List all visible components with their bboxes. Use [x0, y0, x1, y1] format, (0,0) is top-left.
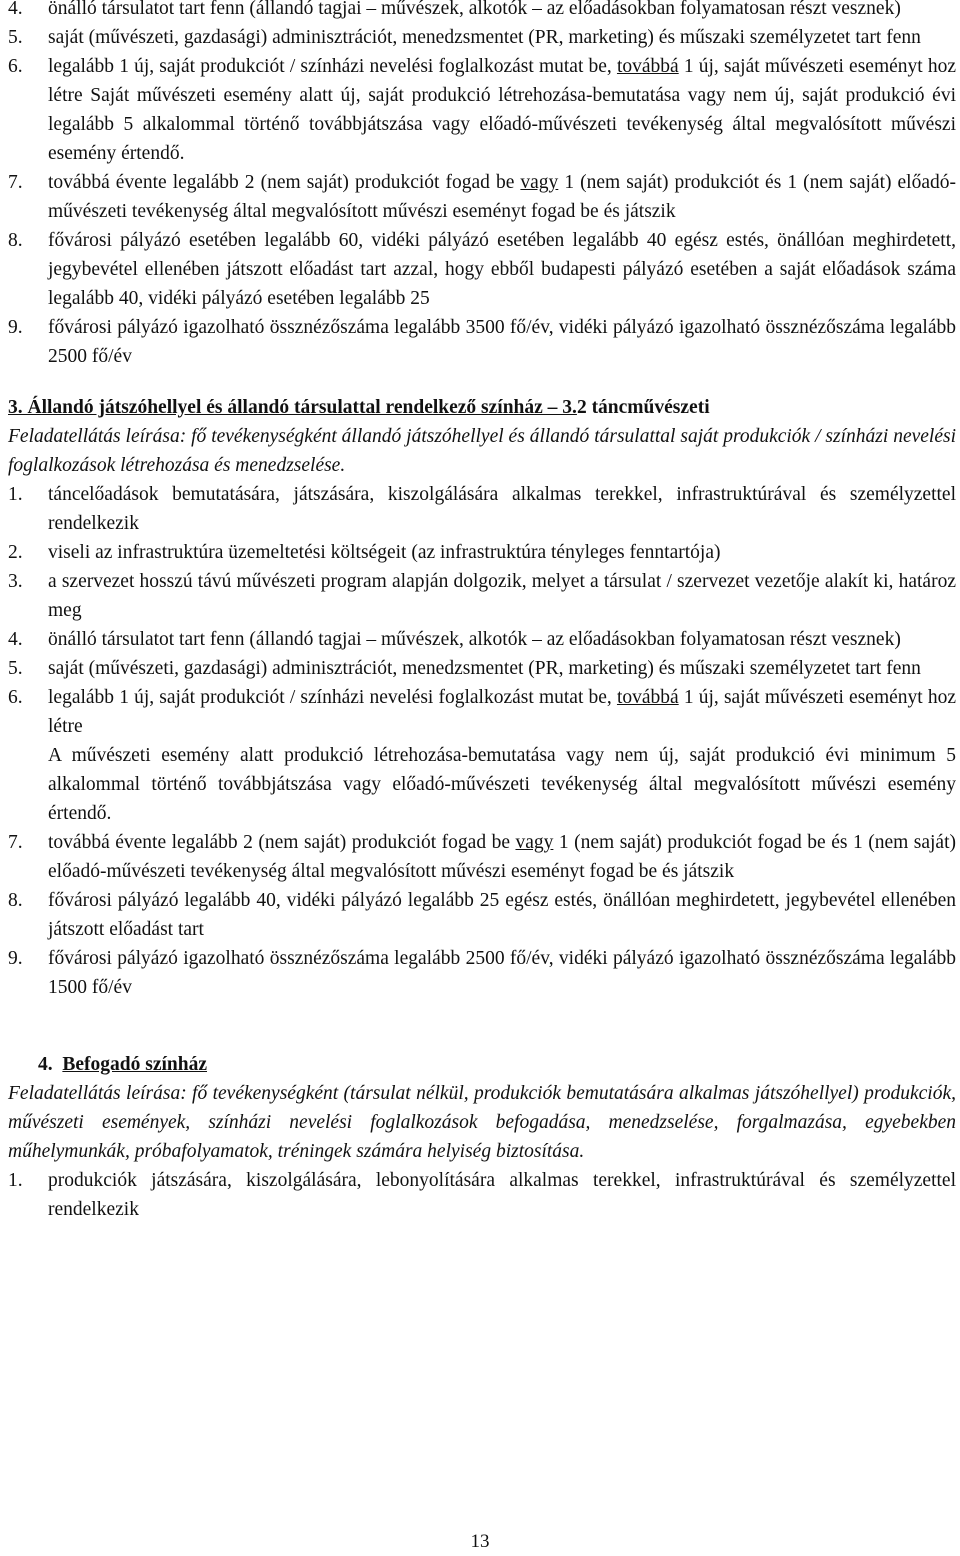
item-text-part: továbbá évente legalább 2 (nem saját) produkciót fogad be [48, 172, 521, 193]
item-text: saját (művészeti, gazdasági) adminisztrációt, menedzsmentet (PR, marketing) és műszaki személyzetet tart fenn [48, 27, 921, 48]
item-text-part: 1 új, saját művészeti eseményt hoz létre [48, 687, 956, 737]
item-number: 5. [8, 27, 23, 48]
underlined-word: továbbá [616, 687, 679, 708]
item-text: produkciók játszására, kiszolgálására, lebonyolítására alkalmas terekkel, infrastruktúrával és személyzettel rendelkezik [48, 1170, 956, 1220]
section-4 [8, 1050, 956, 1224]
section-3-heading-underlined: 3. Állandó játszóhellyel és állandó társulattal rendelkező színház – 3. [8, 397, 577, 418]
item-number: 7. [8, 172, 23, 193]
item-number: 6. [8, 687, 23, 708]
item-text-part: továbbá évente legalább 2 (nem saját) produkciót fogad be [48, 832, 516, 853]
item-text [48, 168, 956, 226]
list-item [8, 480, 956, 538]
list-item [8, 226, 956, 313]
list-item [8, 654, 956, 683]
item-text-part: legalább 1 új, saját produkciót / színházi nevelési foglalkozást mutat be, [48, 687, 617, 708]
item-text-part: 1 (nem saját) produkciót és 1 (nem saját) előadó-művészeti tevékenység által megvalósított művészi eseményt fogad be és játszik [48, 172, 956, 222]
item-text [48, 828, 956, 886]
list-item [8, 23, 956, 52]
item-number: 5. [8, 658, 23, 679]
item-number: 2. [8, 542, 23, 563]
item-number: 9. [8, 317, 23, 338]
item-number: 8. [8, 230, 23, 251]
item-text: táncelőadások bemutatására, játszására, kiszolgálására alkalmas terekkel, infrastruktúrával és személyzettel rendelkezik [48, 484, 956, 534]
list-item [8, 0, 956, 23]
list-item [8, 683, 956, 741]
item-text [48, 683, 956, 741]
underlined-word: vagy [515, 832, 554, 853]
list-item [8, 828, 956, 886]
list-item [8, 1166, 956, 1224]
underlined-word: továbbá [616, 56, 679, 77]
list-item [8, 168, 956, 226]
item-text [48, 52, 956, 168]
section-3-heading [8, 393, 956, 422]
item-text-part: legalább 1 új, saját produkciót / színházi nevelési foglalkozást mutat be, [48, 56, 617, 77]
section-4-description: Feladatellátás leírása: fő tevékenységként (társulat nélkül, produkciók bemutatására alkalmas játszóhellyel) produkciók, művészeti események, színházi nevelési foglalkozások befogadása, menedzselése, forgalmazása, egyebekben műhelymunkák, próbafolyamatok, tréningek számára helyiség biztosítása. [8, 1083, 956, 1162]
item-text-part: 1 (nem saját) produkciót fogad be és 1 (nem saját) előadó-művészeti tevékenység által megvalósított művészi eseményt fogad be és játszik [48, 832, 956, 882]
item-number: 6. [8, 56, 23, 77]
section-3-heading-rest: 2 táncművészeti [576, 397, 710, 418]
item-text: fővárosi pályázó esetében legalább 60, vidéki pályázó esetében legalább 40 egész estés, önállóan meghirdetett, jegybevétel ellenében játszott előadást tart azzal, hogy ebből budapesti pályázó esetében a saját előadások száma legalább 40, vidéki pályázó esetében legalább 25 [48, 230, 956, 309]
item-text: fővárosi pályázó legalább 40, vidéki pályázó legalább 25 egész estés, önállóan meghirdetett, jegybevétel ellenében játszott előadást tart [48, 890, 956, 940]
top-list [8, 0, 956, 371]
item-text: fővárosi pályázó igazolható össznézőszáma legalább 3500 fő/év, vidéki pályázó igazolható össznézőszáma legalább 2500 fő/év [48, 317, 956, 367]
list-item [8, 567, 956, 625]
list-item [8, 52, 956, 168]
item-number: 7. [8, 832, 23, 853]
item-number: 9. [8, 948, 23, 969]
item-text: önálló társulatot tart fenn (állandó tagjai – művészek, alkotók – az előadásokban folyamatosan részt vesznek) [48, 0, 901, 19]
section-3-description: Feladatellátás leírása: fő tevékenységként állandó játszóhellyel és állandó társulattal saját produkciók / színházi nevelési foglalkozások létrehozása és menedzselése. [8, 426, 956, 476]
section-4-title: Befogadó színház [62, 1054, 208, 1075]
list-item [8, 625, 956, 654]
item-number: 1. [8, 1170, 23, 1191]
item-text: a szervezet hosszú távú művészeti program alapján dolgozik, melyet a társulat / szervezet vezetője alakít ki, határoz meg [48, 571, 956, 621]
document-page [8, 0, 956, 1224]
item-number: 4. [8, 0, 23, 19]
section-4-heading [8, 1050, 956, 1079]
list-item [8, 944, 956, 1002]
item-text-part: 1 új, saját művészeti eseményt hoz létre Saját művészeti esemény alatt új, saját produkció létrehozása-bemutatása vagy nem új, saját produkció évi legalább 5 alkalommal történő továbbjátszása vagy előadó-művészeti tevékenység által megvalósított művészi esemény értendő. [48, 56, 956, 164]
item-number: 3. [8, 571, 23, 592]
list-item [8, 313, 956, 371]
section-4-number: 4. [38, 1054, 53, 1075]
item-number: 1. [8, 484, 23, 505]
list-item [8, 886, 956, 944]
item-number: 4. [8, 629, 23, 650]
underlined-word: vagy [520, 172, 559, 193]
item-text: viseli az infrastruktúra üzemeltetési költségeit (az infrastruktúra tényleges fenntartója) [48, 542, 721, 563]
page-number: 13 [470, 1531, 490, 1552]
item-6-note: A művészeti esemény alatt produkció létrehozása-bemutatása vagy nem új, saját produkció évi minimum 5 alkalommal történő továbbjátszása vagy előadó-művészeti tevékenység által megvalósított művészi esemény értendő. [48, 745, 956, 824]
item-text: önálló társulatot tart fenn (állandó tagjai – művészek, alkotók – az előadásokban folyamatosan részt vesznek) [48, 629, 901, 650]
section-3 [8, 393, 956, 1002]
item-text: saját (művészeti, gazdasági) adminisztrációt, menedzsmentet (PR, marketing) és műszaki személyzetet tart fenn [48, 658, 921, 679]
list-item [8, 538, 956, 567]
item-number: 8. [8, 890, 23, 911]
item-text: fővárosi pályázó igazolható össznézőszáma legalább 2500 fő/év, vidéki pályázó igazolható össznézőszáma legalább 1500 fő/év [48, 948, 956, 998]
